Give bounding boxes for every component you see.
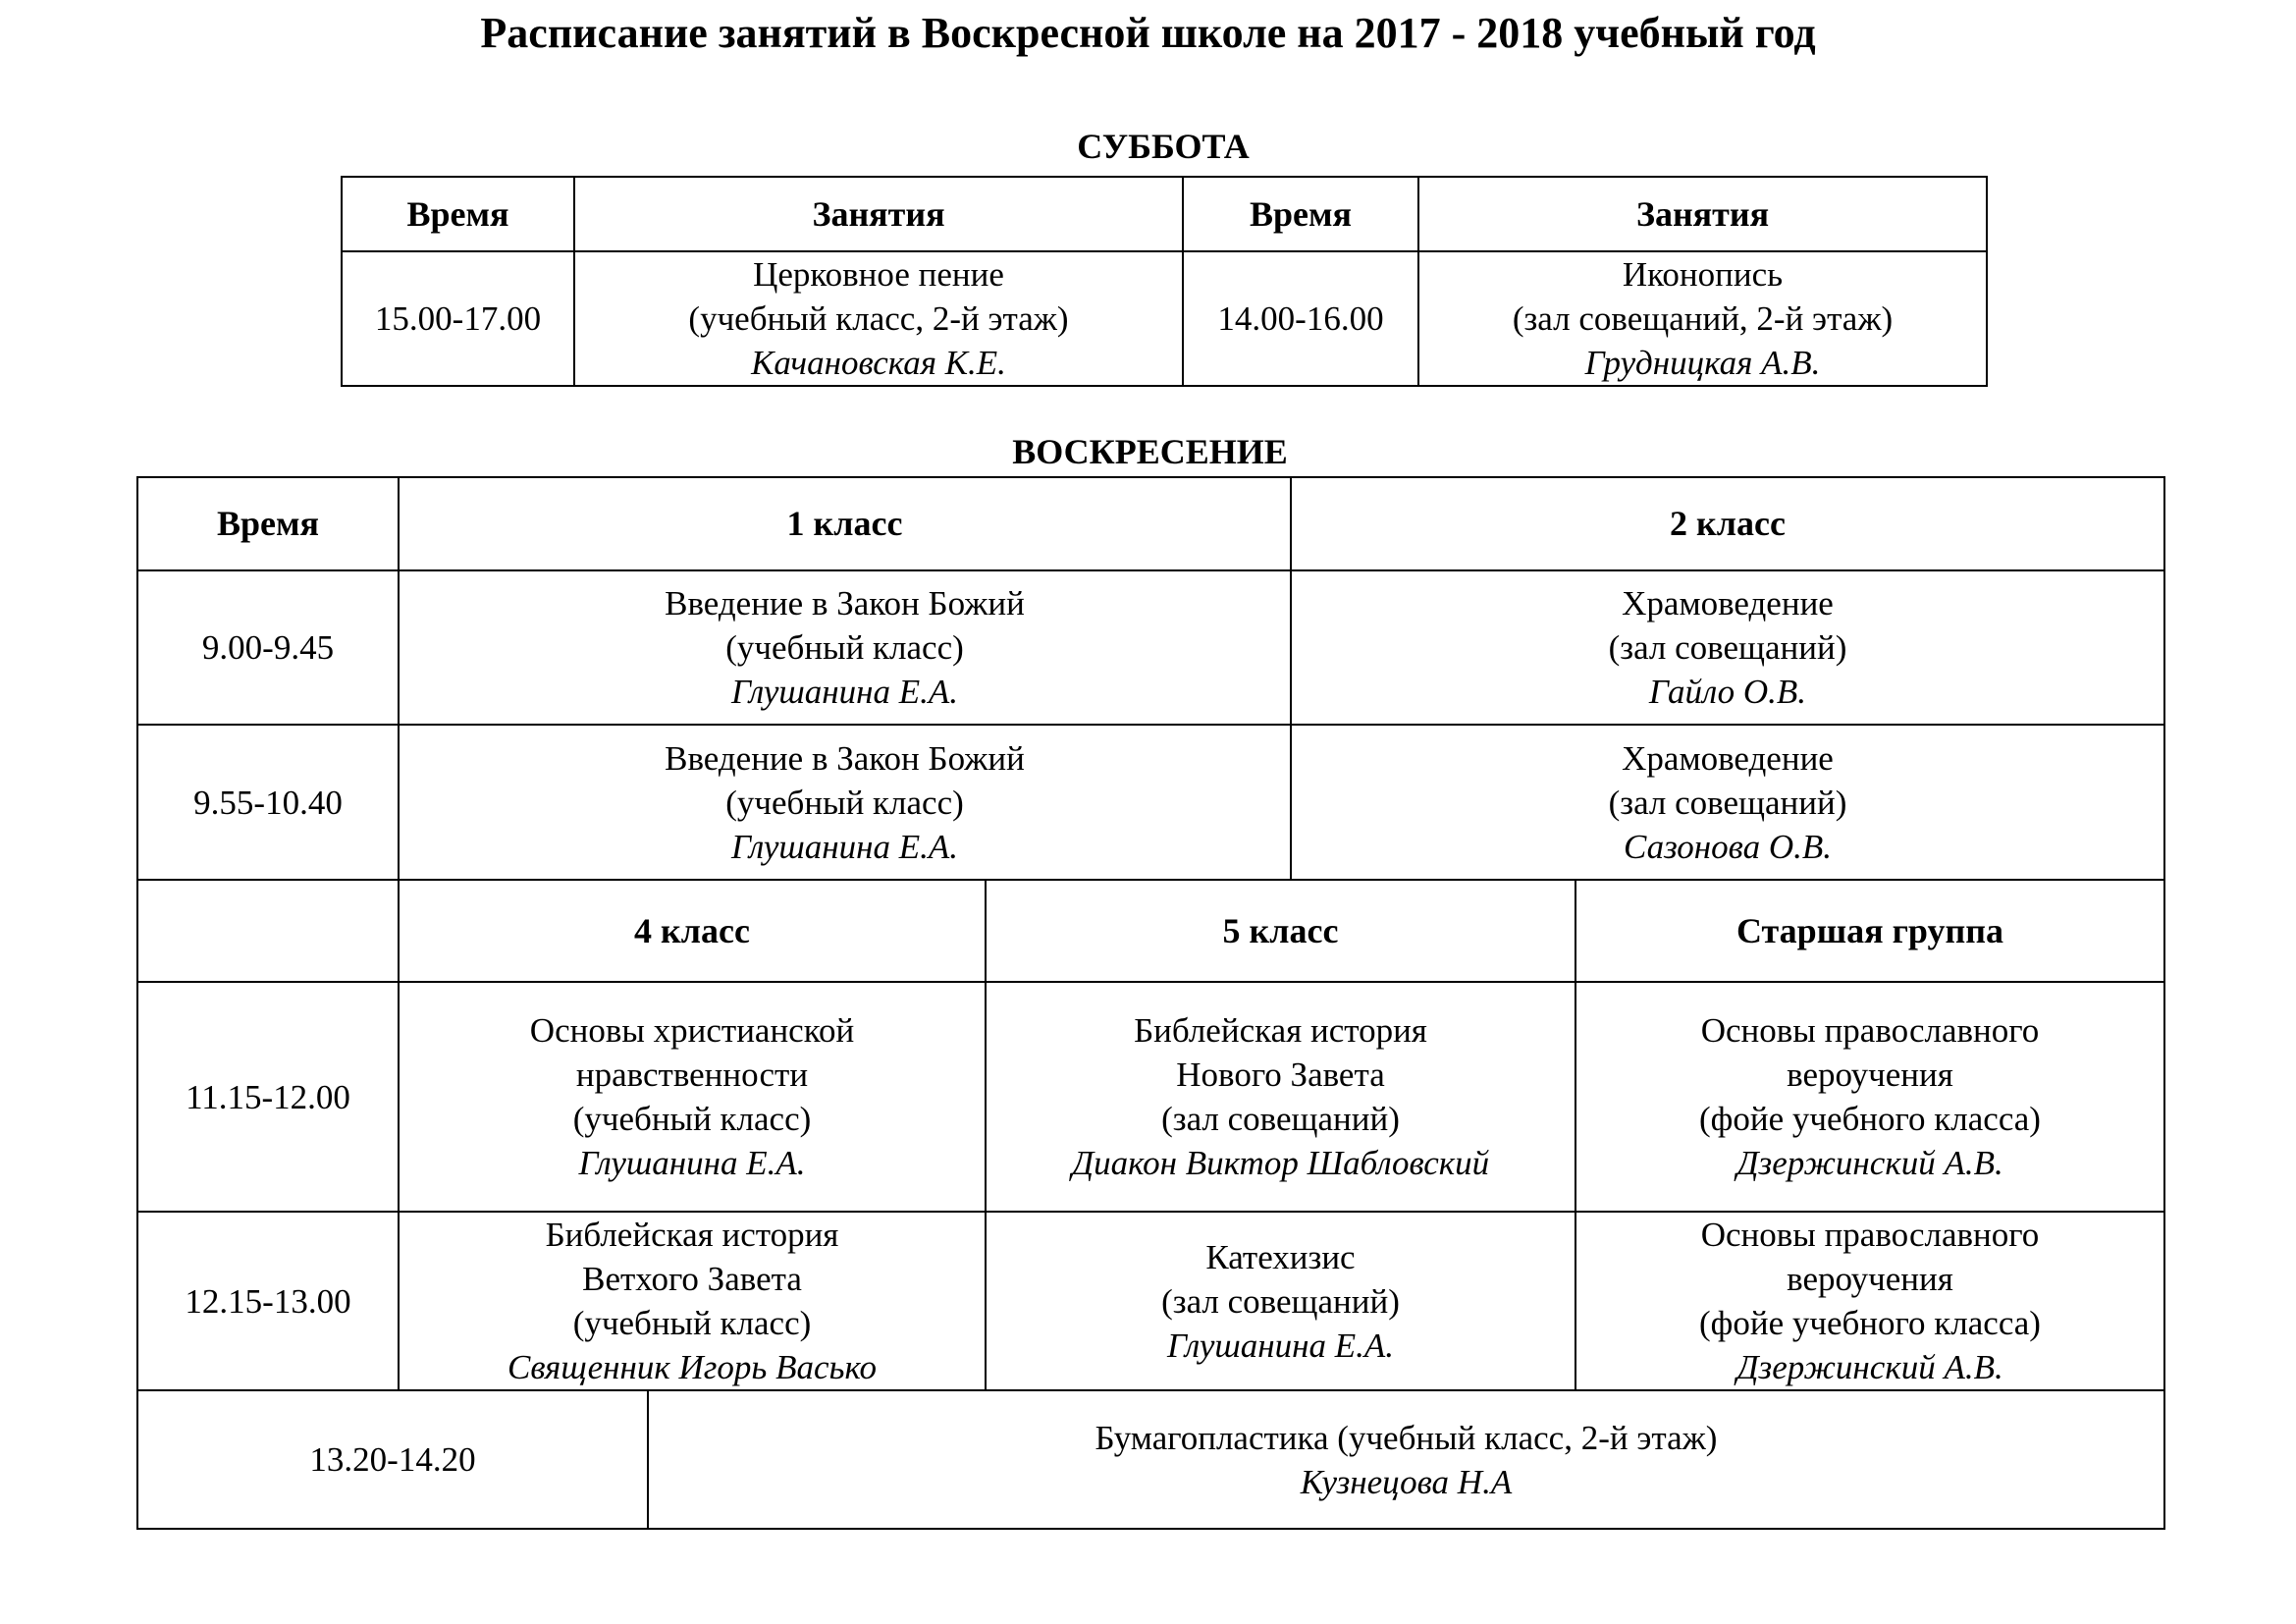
room-text: (зал совещаний) xyxy=(1608,628,1847,667)
room-text: (зал совещаний) xyxy=(1161,1281,1400,1321)
lesson-cell xyxy=(399,1212,986,1390)
room-text: (учебный класс, 2-й этаж) xyxy=(688,299,1069,338)
lesson-cell xyxy=(399,725,1291,880)
lesson-cell xyxy=(399,982,986,1212)
subject-text: Храмоведение xyxy=(1622,738,1834,778)
subject-text: Основы православного xyxy=(1700,1216,2040,1254)
table-row xyxy=(137,1212,2164,1390)
lesson-cell xyxy=(1418,251,1987,386)
teacher-name: Кузнецова Н.А xyxy=(1300,1462,1513,1501)
time-cell: 14.00-16.00 xyxy=(1183,251,1418,386)
teacher-name: Дзержинский А.В. xyxy=(1736,1348,2003,1386)
teacher-name: Качановская К.Е. xyxy=(751,344,1006,382)
room-text: (фойе учебного класса) xyxy=(1699,1304,2041,1342)
subject-text: Храмоведение xyxy=(1622,584,1834,623)
subject-text: вероучения xyxy=(1787,1056,1953,1094)
subject-text: Введение в Закон Божий xyxy=(665,738,1025,778)
column-header-time: Время xyxy=(342,177,574,251)
teacher-name: Глушанина Е.А. xyxy=(730,827,959,866)
room-text: (учебный класс) xyxy=(725,628,964,667)
table-row xyxy=(342,251,1987,386)
room-text: (фойе учебного класса) xyxy=(1699,1100,2041,1138)
subject-text: Катехизис xyxy=(1205,1237,1356,1276)
table-header-row xyxy=(342,177,1987,251)
teacher-name: Глушанина Е.А. xyxy=(730,673,959,711)
lesson-cell xyxy=(399,570,1291,725)
room-text: (зал совещаний) xyxy=(1161,1100,1400,1138)
lesson-cell xyxy=(986,1212,1575,1390)
column-header-time: Время xyxy=(1183,177,1418,251)
subject-text: Библейская история xyxy=(545,1216,839,1254)
table-header-row xyxy=(137,477,2164,570)
teacher-name: Гайло О.В. xyxy=(1648,673,1807,711)
page-title: Расписание занятий в Воскресной школе на 2017 - 2018 учебный год xyxy=(480,9,1816,57)
lesson-cell xyxy=(986,982,1575,1212)
lesson-cell xyxy=(1291,570,2164,725)
subject-text: Введение в Закон Божий xyxy=(665,584,1025,623)
table-row xyxy=(137,570,2164,725)
table-row xyxy=(137,982,2164,1212)
table-header-row xyxy=(137,880,2164,982)
column-header-class-4: 4 класс xyxy=(399,880,986,982)
sunday-schedule-table xyxy=(136,476,2165,1530)
subject-text: Иконопись xyxy=(1622,255,1784,294)
subject-text: Бумагопластика (учебный класс, 2-й этаж) xyxy=(1095,1418,1718,1457)
room-text: (учебный класс) xyxy=(572,1100,812,1138)
column-header-class-5: 5 класс xyxy=(986,880,1575,982)
teacher-name: Глушанина Е.А. xyxy=(1166,1326,1395,1365)
subject-text: нравственности xyxy=(575,1056,809,1094)
time-cell: 15.00-17.00 xyxy=(342,251,574,386)
room-text: (зал совещаний, 2-й этаж) xyxy=(1512,299,1894,338)
subject-text: Основы православного xyxy=(1700,1011,2040,1050)
time-cell: 13.20-14.20 xyxy=(137,1390,648,1529)
sunday-heading: ВОСКРЕСЕНИЕ xyxy=(1012,432,1288,471)
table-row xyxy=(137,725,2164,880)
time-cell: 9.00-9.45 xyxy=(137,570,399,725)
teacher-name: Дзержинский А.В. xyxy=(1736,1144,2003,1182)
room-text: (зал совещаний) xyxy=(1608,783,1847,822)
saturday-heading: СУББОТА xyxy=(1077,127,1250,166)
lesson-cell xyxy=(648,1390,2164,1529)
time-cell: 11.15-12.00 xyxy=(137,982,399,1212)
lesson-cell xyxy=(1575,982,2164,1212)
lesson-cell xyxy=(1575,1212,2164,1390)
time-cell: 9.55-10.40 xyxy=(137,725,399,880)
teacher-name: Глушанина Е.А. xyxy=(578,1144,806,1182)
column-header-time: Время xyxy=(137,477,399,570)
lesson-cell xyxy=(1291,725,2164,880)
subject-text: Ветхого Завета xyxy=(582,1260,802,1298)
teacher-name: Сазонова О.В. xyxy=(1624,827,1832,866)
empty-header-cell xyxy=(137,880,399,982)
teacher-name: Диакон Виктор Шабловский xyxy=(1071,1144,1490,1182)
subject-text: Библейская история xyxy=(1134,1011,1427,1050)
column-header-senior-group: Старшая группа xyxy=(1575,880,2164,982)
room-text: (учебный класс) xyxy=(572,1304,812,1342)
teacher-name: Грудницкая А.В. xyxy=(1584,344,1821,382)
column-header-lessons: Занятия xyxy=(574,177,1183,251)
column-header-lessons: Занятия xyxy=(1418,177,1987,251)
subject-text: вероучения xyxy=(1787,1260,1953,1298)
lesson-cell xyxy=(574,251,1183,386)
subject-text: Основы христианской xyxy=(529,1011,855,1050)
subject-text: Церковное пение xyxy=(753,255,1004,294)
column-header-class-2: 2 класс xyxy=(1291,477,2164,570)
table-row xyxy=(137,1390,2164,1529)
subject-text: Нового Завета xyxy=(1176,1056,1385,1094)
teacher-name: Священник Игорь Васько xyxy=(507,1348,877,1386)
column-header-class-1: 1 класс xyxy=(399,477,1291,570)
time-cell: 12.15-13.00 xyxy=(137,1212,399,1390)
saturday-schedule-table xyxy=(341,176,1988,387)
room-text: (учебный класс) xyxy=(725,783,964,822)
